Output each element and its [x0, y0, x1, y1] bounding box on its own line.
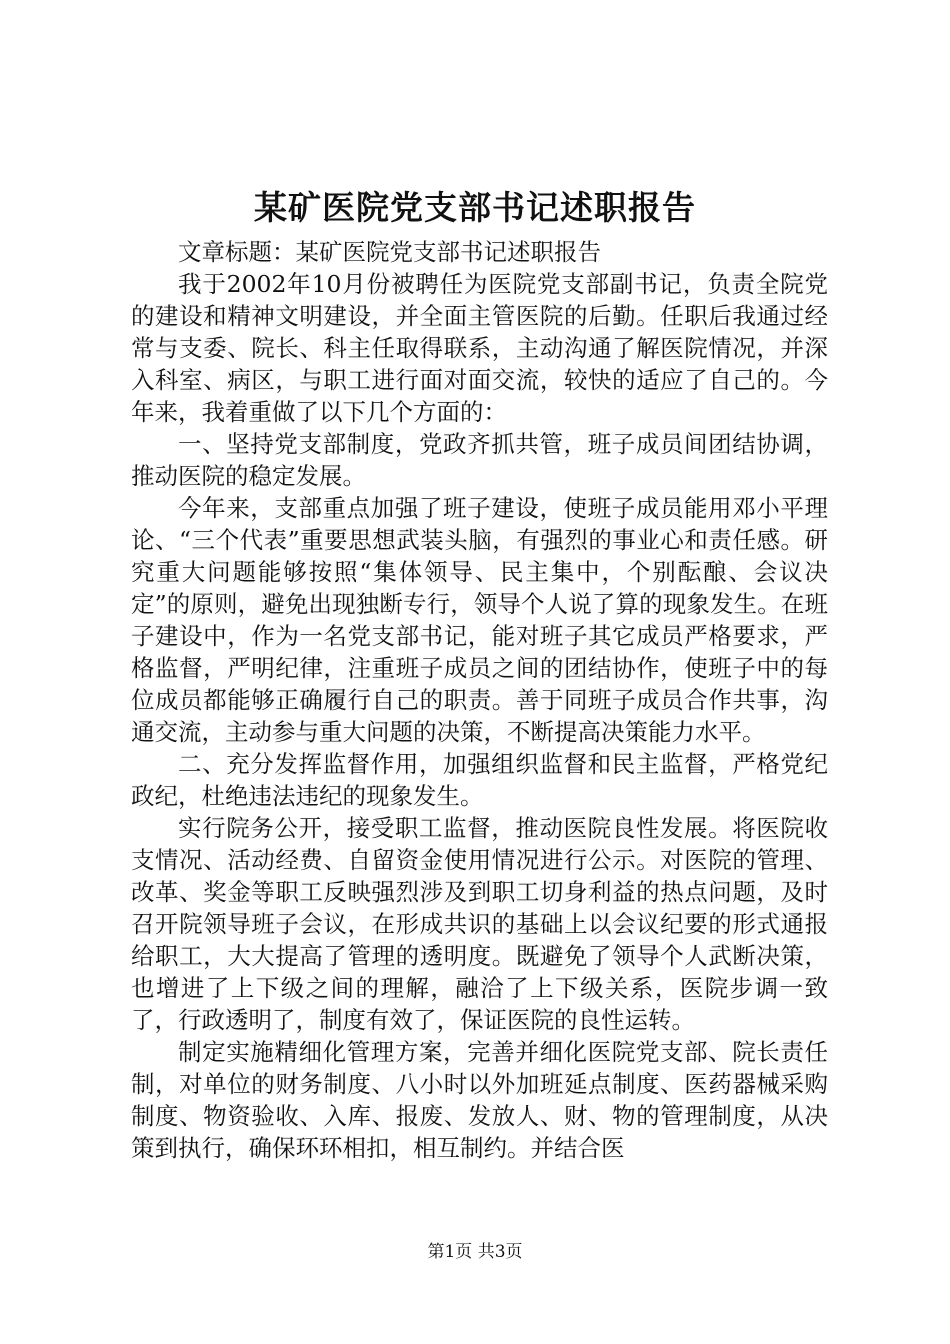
- paragraph-heading-2: 二、充分发挥监督作用，加强组织监督和民主监督，严格党纪政纪，杜绝违法违纪的现象发生。: [131, 750, 828, 810]
- paragraph-team-building: 今年来，支部重点加强了班子建设，使班子成员能用邓小平理论、“三个代表”重要思想武装头脑，有强烈的事业心和责任感。研究重大问题能够按照“集体领导、民主集中，个别酝酿、会议决定”的原则，避免出现独断专行，领导个人说了算的现象发生。在班子建设中，作为一名党支部书记，能对班子其它成员严格要求，严格监督，严明纪律，注重班子成员之间的团结协作，使班子中的每位成员都能够正确履行自己的职责。善于同班子成员合作共事，沟通交流，主动参与重大问题的决策，不断提高决策能力水平。: [131, 494, 828, 746]
- document-title: 某矿医院党支部书记述职报告: [254, 188, 696, 227]
- paragraph-article-title: 文章标题：某矿医院党支部书记述职报告: [178, 238, 601, 266]
- page-footer: 第1页 共3页: [427, 1242, 523, 1262]
- paragraph-management: 制定实施精细化管理方案，完善并细化医院党支部、院长责任制，对单位的财务制度、八小时以外加班延点制度、医药器械采购制度、物资验收、入库、报废、发放人、财、物的管理制度，从决策到执行，确保环环相扣，相互制约。并结合医: [131, 1038, 828, 1162]
- paragraph-intro: 我于2002年10月份被聘任为医院党支部副书记，负责全院党的建设和精神文明建设，并全面主管医院的后勤。任职后我通过经常与支委、院长、科主任取得联系，主动沟通了解医院情况，并深入科室、病区，与职工进行面对面交流，较快的适应了自己的。今年来，我着重做了以下几个方面的：: [131, 270, 828, 426]
- paragraph-heading-1: 一、坚持党支部制度，党政齐抓共管，班子成员间团结协调，推动医院的稳定发展。: [131, 430, 828, 490]
- paragraph-transparency: 实行院务公开，接受职工监督，推动医院良性发展。将医院收支情况、活动经费、自留资金使用情况进行公示。对医院的管理、改革、奖金等职工反映强烈涉及到职工切身利益的热点问题，及时召开院领导班子会议，在形成共识的基础上以会议纪要的形式通报给职工，大大提高了管理的透明度。既避免了领导个人武断决策，也增进了上下级之间的理解，融洽了上下级关系，医院步调一致了，行政透明了，制度有效了，保证医院的良性运转。: [131, 814, 828, 1034]
- document-body: [131, 236, 828, 1164]
